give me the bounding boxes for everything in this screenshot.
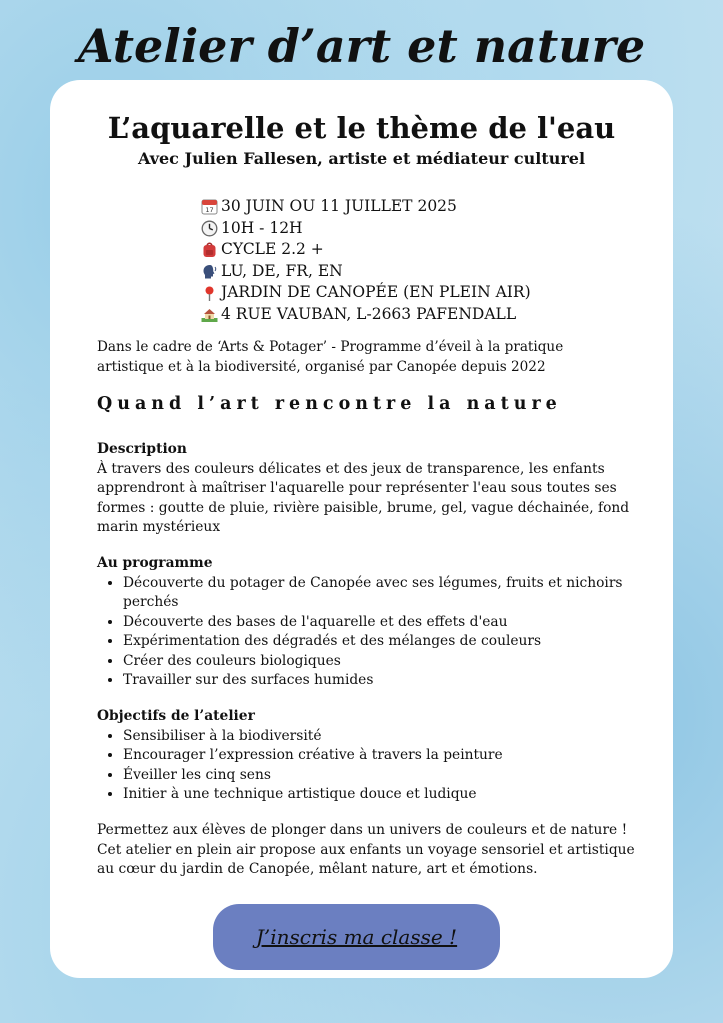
programme-heading: Au programme: [97, 555, 213, 571]
detail-date: [201, 196, 641, 218]
list-item: • Encourager l’expression créative à travers la peinture: [123, 746, 637, 766]
detail-languages: [201, 261, 641, 283]
programme-section: [97, 554, 637, 691]
backpack-icon: [201, 241, 218, 258]
detail-text: 4 RUE VAUBAN, L-2663 PAFENDALL: [221, 304, 517, 323]
program-context: Dans le cadre de ‘Arts & Potager’ - Programme d’éveil à la pratique artistique et à la biodiversité, organisé par Canopée depuis 2022: [97, 339, 564, 375]
page-title: L’aquarelle et le thème de l'eau: [107, 111, 616, 145]
objectifs-section: [97, 707, 637, 805]
list-item: • Sensibiliser à la biodiversité: [123, 727, 637, 747]
detail-location: [201, 282, 641, 304]
clock-icon: [201, 220, 218, 237]
page-subtitle: Avec Julien Fallesen, artiste et médiateur culturel: [137, 149, 586, 168]
house-garden-icon: [201, 306, 218, 323]
register-class-button[interactable]: J’inscris ma classe !: [213, 904, 500, 970]
speaking-head-icon: [201, 263, 218, 280]
detail-text: CYCLE 2.2 +: [221, 240, 324, 259]
svg-text:17: 17: [205, 206, 214, 215]
detail-text: JARDIN DE CANOPÉE (EN PLEIN AIR): [221, 283, 531, 302]
list-item: • Créer des couleurs biologiques: [123, 652, 637, 672]
objectifs-heading: Objectifs de l’atelier: [97, 708, 255, 724]
list-item: • Travailler sur des surfaces humides: [123, 671, 637, 691]
location-pin-icon: [201, 285, 218, 302]
description-section: [97, 440, 637, 538]
list-item: • Initier à une technique artistique douce et ludique: [123, 785, 637, 805]
list-item: • Expérimentation des dégradés et des mélanges de couleurs: [123, 632, 637, 652]
description-heading: Description: [97, 441, 187, 457]
detail-text: 30 JUIN OU 11 JUILLET 2025: [221, 197, 457, 215]
event-details: [201, 196, 641, 326]
detail-text: 10H - 12H: [221, 218, 303, 237]
content-card: [50, 80, 673, 978]
tagline: Quand l’art rencontre la nature: [97, 394, 562, 414]
detail-text: LU, DE, FR, EN: [221, 261, 343, 280]
detail-time: [201, 218, 641, 240]
description-text: À travers des couleurs délicates et des jeux de transparence, les enfants apprendront à maîtriser l'aquarelle pour représenter l'eau sous toutes ses formes : goutte de pluie, rivière paisible, brume, gel, vague déchainée, fond marin mystérieux: [97, 460, 630, 535]
calendar-icon: [201, 198, 218, 215]
closing-text: Permettez aux élèves de plonger dans un univers de couleurs et de nature ! Cet atelier en plein air propose aux enfants un voyage sensoriel et artistique au cœur du jardin de Canopée, mêlant nature, art et émotions.: [97, 822, 635, 877]
objectifs-list: [97, 727, 637, 805]
programme-list: [97, 574, 637, 691]
detail-address: [201, 304, 641, 326]
detail-level: [201, 239, 641, 261]
list-item: • Éveiller les cinq sens: [123, 766, 637, 786]
header-title: Atelier d’art et nature: [77, 19, 646, 73]
list-item: • Découverte du potager de Canopée avec ses légumes, fruits et nichoirs perchés: [123, 574, 637, 613]
list-item: • Découverte des bases de l'aquarelle et des effets d'eau: [123, 613, 637, 633]
